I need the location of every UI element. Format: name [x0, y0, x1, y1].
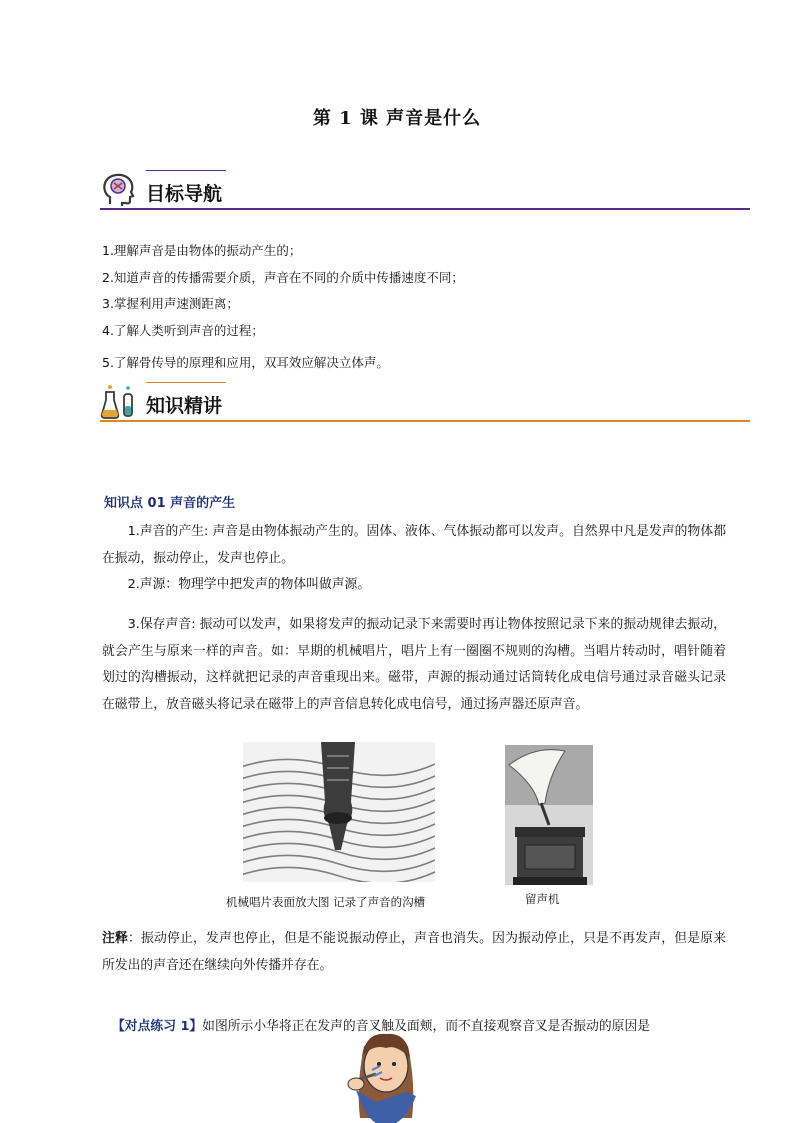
- paragraph-text: 2.声源：物理学中把发声的物体叫做声源。: [127, 577, 371, 592]
- header-bottom-rule: [100, 420, 750, 422]
- goal-list: [102, 238, 742, 377]
- gramophone-image: [505, 745, 593, 885]
- list-item: 5.了解骨传导的原理和应用，双耳效应解决立体声。: [102, 355, 389, 370]
- paragraph: [102, 519, 726, 572]
- figure-caption-gramophone: 留声机: [525, 892, 560, 906]
- header-bottom-rule: [100, 208, 750, 210]
- section-header-knowledge: [100, 382, 750, 422]
- knowledge-point-title: 知识点 01 声音的产生: [104, 496, 236, 511]
- figure-caption-record: 机械唱片表面放大图 记录了声音的沟槽: [226, 895, 426, 909]
- note-text: ：振动停止，发声也停止，但是不能说振动停止，声音也消失。因为振动停止，只是不再发声，但是原来所发出的声音还在继续向外传播并存在。: [102, 931, 727, 973]
- brain-head-icon: [100, 170, 138, 208]
- list-item: 1.理解声音是由物体的振动产生的；: [102, 243, 302, 258]
- list-item: 3.掌握利用声速测距离；: [102, 296, 239, 311]
- section-title-goals: 目标导航: [146, 183, 223, 205]
- exercise-label: 【对点练习 1】: [112, 1019, 203, 1034]
- section-header-goals: [100, 170, 750, 210]
- note-paragraph: [102, 926, 726, 979]
- paragraph-text: 3.保存声音: 振动可以发声，如果将发声的振动记录下来需要时再让物体按照记录下来的振动规律去振动，就会产生与原来一样的声音。如：早期的机械唱片，唱片上有一圈圈不规则的沟槽。当唱片转动时，唱针随着划过的沟槽振动，这样就把记录的声音重现出来。磁带，声源的振动通过话筒转化成电信号通过录音磁头记录在磁带上，放音磁头将记录在磁带上的声音信息转化成电信号，通过扬声器还原声音。: [102, 617, 726, 712]
- record-groove-image: [243, 742, 435, 882]
- section-title-knowledge: 知识精讲: [146, 395, 223, 417]
- page-title: 第 1 课 声音是什么: [312, 108, 482, 129]
- note-label: 注释: [102, 931, 129, 946]
- list-item: 2.知道声音的传播需要介质，声音在不同的介质中传播速度不同；: [102, 269, 464, 285]
- paragraph: [102, 572, 726, 599]
- paragraph: [102, 612, 726, 718]
- flask-icon: [100, 382, 138, 420]
- header-top-rule: [146, 170, 226, 171]
- paragraph-text: 1.声音的产生: 声音是由物体振动产生的。固体、液体、气体振动都可以发声。自然界中凡是发声的物体都在振动，振动停止，发声也停止。: [102, 524, 726, 566]
- exercise-text: 如图所示小华将正在发声的音叉触及面颊，而不直接观察音叉是否振动的原因是: [202, 1019, 651, 1034]
- header-top-rule: [146, 382, 226, 383]
- girl-tuning-fork-illustration: [336, 1026, 436, 1123]
- list-item: 4.了解人类听到声音的过程；: [102, 322, 264, 338]
